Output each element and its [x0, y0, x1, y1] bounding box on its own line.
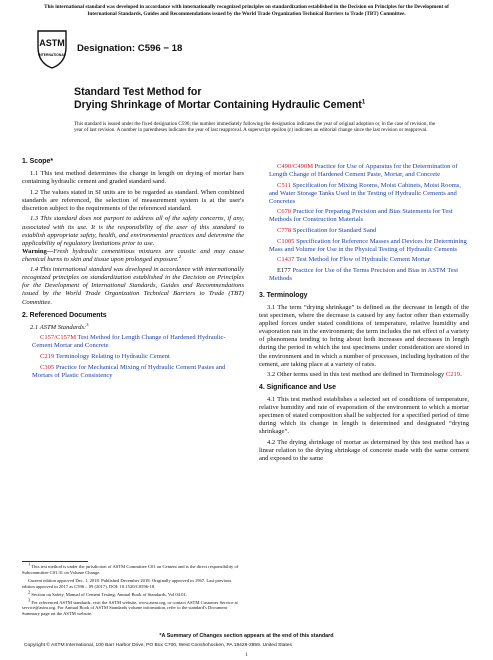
reference-item — [22, 353, 244, 361]
copyright-line: Copyright © ASTM International, 100 Barr Harbor Drive, PO Box C700, West Conshohocken, PA 19428-2959. United States — [24, 643, 292, 648]
significance-heading: 4. Significance and Use — [259, 384, 336, 392]
significance-4-1: 4.1 This test method establishes a selected set of conditions of temperature, relative humidity and rate of evaporation of the environment to which a mortar specimen of stated composition shall be subjected for a specified period of time during which its change in length is determined and designated “drying shrinkage”. — [259, 396, 469, 436]
footnote-marker: 1 — [28, 561, 31, 567]
reference-code-link[interactable]: C1437 — [277, 256, 295, 264]
footnote-text: Section on Safety, Manual of Cement Testing, Annual Book of Standards, Vol 04.01. — [31, 591, 187, 597]
footnote — [22, 561, 244, 576]
right-column — [259, 163, 469, 466]
terminology-3-1: 3.1 The term “drying shrinkage” is defined as the decrease in length of the test specimen, where the decrease is caused by any factor other than externally applied forces under stated conditions of temperature, relative humidity and evaporation rate in the environment; the term includes the net effect of a variety of phenomena tending to bring about both increases and decreases in length during the period in which the test specimens under consideration are stored in the environment and in which a number of processes, including hydration of the cement, are taking place at a variety of rates. — [259, 304, 469, 368]
reference-item — [259, 238, 469, 254]
terminology-link-c219[interactable]: C219 — [445, 371, 461, 379]
reference-item — [22, 334, 244, 350]
reference-title-link[interactable]: Practice for Preparing Precision and Bias Statements for Test Methods for Construction Materials — [269, 208, 453, 224]
scope-1-1: 1.1 This test method determines the change in length on drying of mortar bars containing hydraulic cement and graded standard sand. — [22, 170, 244, 186]
footnotes — [22, 561, 244, 619]
reference-title-link[interactable]: Test Method for Flow of Hydraulic Cement Mortar — [296, 256, 430, 264]
reference-code-link[interactable]: E177 — [277, 267, 291, 275]
title-main: Drying Shrinkage of Mortar Containing Hydraulic Cement — [74, 99, 362, 112]
significance-4-2: 4.2 The drying shrinkage of mortar as determined by this test method has a linear relation to the drying shrinkage of concrete made with the same cement and exposed to the same — [259, 439, 469, 463]
reference-code-link[interactable]: C670 — [277, 208, 292, 216]
reference-code-link[interactable]: C1005 — [277, 237, 295, 245]
reference-item — [259, 227, 469, 235]
logo-subtext: INTERNATIONAL — [38, 53, 66, 57]
document-title — [74, 86, 434, 112]
reference-title-link[interactable]: Test Method for Length Change of Hardened Hydraulic-Cement Mortar and Concrete — [32, 334, 226, 350]
reference-title-link[interactable]: Specification for Mixing Rooms, Moist Cabinets, Moist Rooms, and Water Storage Tanks Used in the Testing of Hydraulic Cements and Concretes — [269, 181, 461, 205]
reference-code-link[interactable]: C305 — [40, 363, 55, 371]
tbt-notice: This international standard was developed in accordance with internationally recognized principles on standardization established in the Decision on Principles for the Development of International Standards, Guides and Recommendations issued by the World Trade Organization Technical Barriers to Trade (TBT) Committee. — [44, 4, 449, 17]
terminology-heading: 3. Terminology — [259, 292, 308, 300]
reference-code-link[interactable]: C490/C490M — [277, 163, 314, 170]
reference-item — [259, 208, 469, 224]
footnote-text: Current edition approved Dec. 1, 2018. Published December 2018. Originally approved in 1967. Last previous edition approved in 2017 as C596 – 09 (2017). DOI: 10.1520/C0596-18. — [22, 577, 232, 589]
reference-title-link[interactable]: Practice for Use of Apparatus for the Determination of Length Change of Hardened Cement Paste, Mortar, and Concrete — [269, 163, 458, 179]
footnote-marker: 2 — [28, 589, 31, 595]
footnote — [22, 589, 244, 598]
reference-title-link[interactable]: Practice for Mechanical Mixing of Hydraulic Cement Pastes and Mortars of Plastic Consistency — [32, 363, 226, 379]
astm-logo — [36, 29, 68, 69]
referenced-heading: 2. Referenced Documents — [22, 311, 107, 319]
astm-standards-label — [22, 321, 244, 332]
reference-title-link[interactable]: Specification for Standard Sand — [292, 227, 377, 235]
left-column — [22, 153, 244, 382]
right-reference-list — [259, 163, 469, 283]
logo-text: ASTM — [39, 38, 65, 48]
issued-note: This standard is issued under the fixed designation C596; the number immediately following the designation indicates the year of original adoption or, in the case of revision, the year of last revision. A number in parentheses indicates the year of last reapproval. A superscript epsilon (ε) indicates an editorial change since the last revision or reapproval. — [74, 121, 436, 134]
scope-heading: 1. Scope* — [22, 158, 54, 165]
footnote-divider — [22, 561, 88, 562]
reference-item — [22, 364, 244, 380]
warning-label: Warning— — [22, 247, 54, 255]
warning-text: Fresh hydraulic cementitious mixtures are caustic and may cause chemical burns to skin and tissue upon prolonged exposure. — [22, 247, 244, 263]
title-line-1: Standard Test Method for — [74, 86, 202, 98]
terminology-3-2 — [259, 371, 469, 379]
warning-footnote-ref: 2 — [178, 253, 182, 259]
reference-title-link[interactable]: Terminology Relating to Hydraulic Cement — [55, 352, 170, 360]
terminology-3-2-end: . — [460, 371, 462, 379]
footnote-text: This test method is under the jurisdiction of ASTM Committee C01 on Cement and is the direct responsibility of Subcommittee C01.31 on Volume Change. — [22, 564, 239, 575]
scope-1-2: 1.2 The values stated in SI units are to be regarded as standard. When combined standards are referenced, the selection of measurement system is at the user's discretion subject to the requirements of the referenced standard. — [22, 188, 244, 212]
reference-item — [259, 267, 469, 283]
scope-1-3-text: 1.3 This standard does not purport to address all of the safety concerns, if any, associated with its use. It is the responsibility of the user of this standard to establish appropriate safety, health, and environmental practices and determine the applicability of regulatory limitations prior to use. — [22, 215, 244, 247]
astm-standards-text: 2.1 ASTM Standards: — [30, 323, 87, 331]
reference-code-link[interactable]: C778 — [277, 227, 292, 235]
reference-item — [259, 182, 469, 206]
summary-of-changes-notice: *A Summary of Changes section appears at the end of this standard — [159, 633, 334, 639]
footnote — [22, 578, 244, 590]
footnote-text: For referenced ASTM standards, visit the ASTM website, www.astm.org, or contact ASTM Customer Service at service@astm.org. For Annual Book of ASTM Standards volume information, refer to the standard's Document Summary page on the ASTM website. — [22, 599, 238, 617]
footnote-marker: 3 — [28, 597, 31, 603]
reference-title-link[interactable]: Specification for Reference Masses and Devices for Determining Mass and Volume for Use in the Physical Testing of Hydraulic Cements — [269, 237, 467, 253]
reference-title-link[interactable]: Practice for Use of the Terms Precision and Bias in ASTM Test Methods — [269, 267, 459, 283]
reference-code-link[interactable]: C511 — [277, 181, 291, 189]
footnote — [22, 597, 244, 617]
reference-code-link[interactable]: C219 — [40, 352, 55, 360]
reference-item — [259, 163, 469, 179]
left-reference-list — [22, 334, 244, 379]
page-number: 1 — [245, 652, 248, 658]
reference-code-link[interactable]: C157/C157M — [40, 334, 77, 342]
reference-item — [259, 256, 469, 264]
astm-standards-footnote-ref: 3 — [86, 321, 89, 327]
scope-1-4: 1.4 This international standard was developed in accordance with internationally recognized principles on standardization established in the Decision on Principles for the Development of International Standards, Guides and Recommendations issued by the World Trade Organization Technical Barriers to Trade (TBT) Committee. — [22, 266, 244, 306]
terminology-3-2-start: 3.2 Other terms used in this test method are defined in Terminology — [267, 371, 446, 379]
designation: Designation: C596 − 18 — [77, 43, 183, 54]
title-footnote-ref: 1 — [361, 99, 366, 106]
title-line-2 — [74, 99, 434, 112]
scope-1-3 — [22, 215, 244, 263]
